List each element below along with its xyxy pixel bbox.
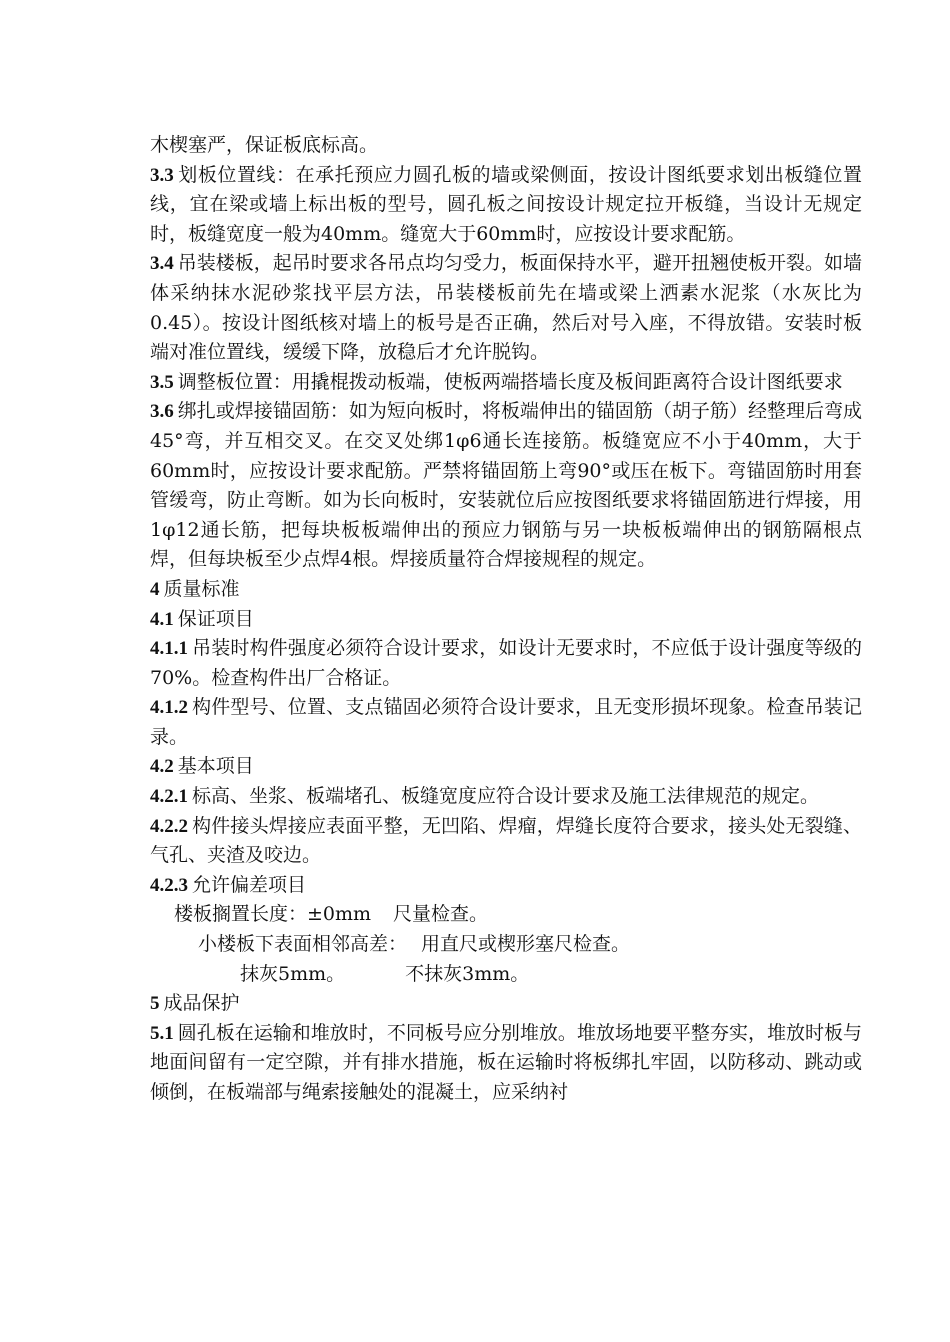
- section-number: 4.1.1: [150, 638, 188, 660]
- tolerance-plastered: 抹灰5mm。: [240, 962, 346, 985]
- section-3-3: [150, 161, 862, 250]
- section-number: 3.4: [150, 253, 174, 275]
- tolerance-line-2: [150, 930, 862, 960]
- section-text: 绑扎或焊接锚固筋：如为短向板时，将板端伸出的锚固筋（胡子筋）经整理后弯成45°弯，并互相交叉。在交叉处绑1φ6通长连接筋。板缝宽应不小于40mm，大于60mm时，应按设计要求配筋。严禁将锚固筋上弯90°或压在板下。弯锚固筋时用套管缓弯，防止弯断。如为长向板时，安装就位后应按图纸要求将锚固筋进行焊接，用1φ12通长筋，把每块板板端伸出的预应力钢筋与另一块板板端伸出的钢筋隔根点焊，但每块板至少点焊4根。焊接质量符合焊接规程的规定。: [150, 400, 862, 571]
- section-number: 3.3: [150, 164, 174, 186]
- tolerance-method: 尺量检查。: [393, 903, 489, 926]
- section-number: 4.1: [150, 608, 174, 630]
- section-3-4: [150, 249, 862, 367]
- tolerance-line-1: [150, 900, 862, 930]
- paragraph-continuation: 木楔塞严，保证板底标高。: [150, 134, 379, 156]
- section-4-1-1: [150, 634, 862, 693]
- section-number: 4.2.2: [150, 815, 188, 837]
- section-4-2-2: [150, 812, 862, 871]
- section-text: 保证项目: [177, 607, 254, 630]
- section-3-5: [150, 368, 862, 398]
- section-number: 4.2.3: [150, 874, 188, 896]
- section-5-1: [150, 1019, 862, 1108]
- section-text: 质量标准: [163, 577, 240, 600]
- section-text: 构件接头焊接应表面平整，无凹陷、焊瘤，焊缝长度符合要求，接头处无裂缝、气孔、夹渣及咬边。: [150, 814, 862, 867]
- section-4-2: [150, 752, 862, 782]
- tolerance-line-3: [150, 960, 862, 990]
- section-number: 4: [150, 578, 160, 600]
- section-number: 3.5: [150, 371, 174, 393]
- section-text: 成品保护: [163, 992, 240, 1015]
- section-text: 调整板位置：用撬棍拨动板端，使板两端搭墙长度及板间距离符合设计图纸要求: [177, 370, 843, 393]
- section-4-2-1: [150, 782, 862, 812]
- section-4-1: [150, 605, 862, 635]
- tolerance-method: 用直尺或楔形塞尺检查。: [421, 933, 631, 956]
- tolerance-item: 小楼板下表面相邻高差：: [198, 933, 408, 956]
- document-body: [150, 131, 862, 1108]
- section-4-heading: [150, 575, 862, 605]
- section-5-heading: [150, 989, 862, 1019]
- section-text: 划板位置线：在承托预应力圆孔板的墙或梁侧面，按设计图纸要求划出板缝位置线，宜在梁或墙上标出板的型号，圆孔板之间按设计规定拉开板缝，当设计无规定时，板缝宽度一般为40mm。缝宽大于60mm时，应按设计要求配筋。: [150, 163, 862, 245]
- section-number: 4.1.2: [150, 697, 188, 719]
- section-text: 基本项目: [177, 755, 254, 778]
- section-text: 圆孔板在运输和堆放时，不同板号应分别堆放。堆放场地要平整夯实，堆放时板与地面间留有一定空隙，并有排水措施，板在运输时将板绑扎牢固，以防移动、跳动或倾倒，在板端部与绳索接触处的混凝土，应采纳衬: [150, 1021, 862, 1103]
- section-text: 吊装楼板，起吊时要求各吊点均匀受力，板面保持水平，避开扭翘使板开裂。如墙体采纳抹水泥砂浆找平层方法，吊装楼板前先在墙或梁上洒素水泥浆（水灰比为0.45）。按设计图纸核对墙上的板号是否正确，然后对号入座，不得放错。安装时板端对准位置线，缓缓下降，放稳后才允许脱钩。: [150, 252, 862, 364]
- section-text: 构件型号、位置、支点锚固必须符合设计要求，且无变形损坏现象。检查吊装记录。: [150, 696, 862, 748]
- tolerance-item: 楼板搁置长度：±0mm: [174, 903, 372, 926]
- section-text: 吊装时构件强度必须符合设计要求，如设计无要求时，不应低于设计强度等级的70%。检查构件出厂合格证。: [150, 637, 862, 689]
- section-text: 标高、坐浆、板端堵孔、板缝宽度应符合设计要求及施工法律规范的规定。: [192, 785, 820, 808]
- section-number: 4.2.1: [150, 786, 188, 808]
- section-number: 4.2: [150, 756, 174, 778]
- section-4-2-3: [150, 871, 862, 901]
- section-3-6: [150, 397, 862, 575]
- tolerance-unplastered: 不抹灰3mm。: [405, 962, 530, 985]
- section-text: 允许偏差项目: [192, 873, 307, 896]
- section-number: 3.6: [150, 401, 174, 423]
- section-number: 5.1: [150, 1022, 174, 1044]
- section-number: 5: [150, 993, 160, 1015]
- section-4-1-2: [150, 693, 862, 752]
